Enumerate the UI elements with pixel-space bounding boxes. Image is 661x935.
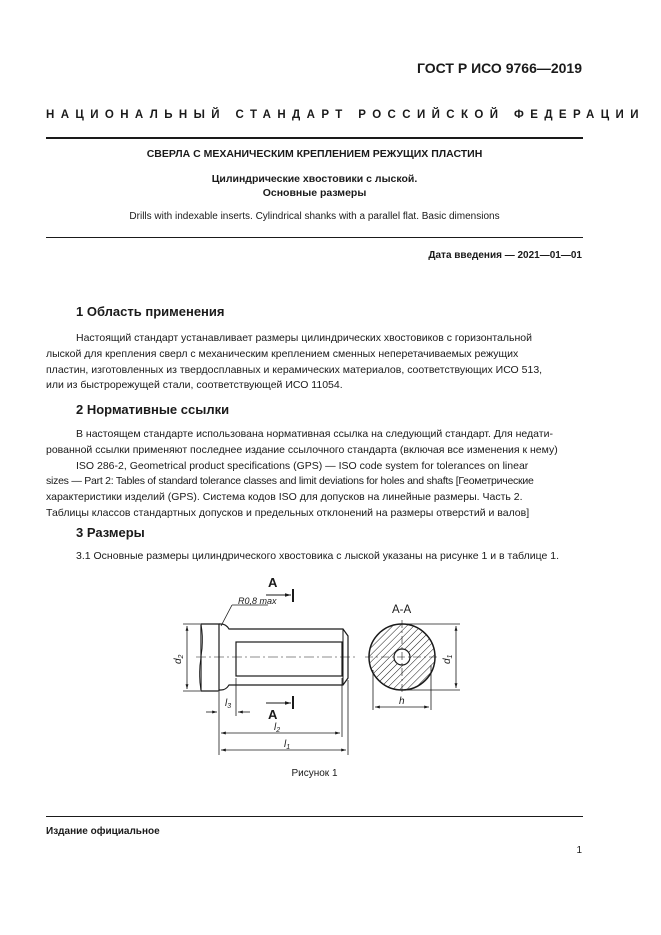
section-a-a-view: [365, 620, 440, 694]
dimension-h-label: h: [399, 696, 405, 707]
document-subtitle-line-2: Основные размеры: [262, 187, 367, 199]
page-number: 1: [576, 845, 582, 856]
section-label-bottom: A: [268, 707, 278, 722]
introduction-date: Дата введения — 2021—01—01: [428, 250, 582, 261]
dimension-d2-label: $d_2$: [173, 654, 185, 664]
paragraph-line: лыской для крепления сверл с механическим креплением сменных неперетачиваемых режущих: [46, 347, 519, 360]
dimension-l2-label: $l_2$: [274, 722, 281, 734]
paragraph-line: sizes — Part 2: Tables of standard tolerance classes and limit deviations for holes and shafts [Геометрические: [46, 475, 534, 488]
dimension-l3-label: $l_3$: [225, 698, 232, 710]
dimension-l1-label: $l_1$: [284, 739, 291, 751]
section-1-heading: 1 Область применения: [76, 304, 225, 319]
official-edition-note: Издание официальное: [46, 826, 160, 837]
section-label-top: A: [268, 575, 278, 590]
document-title: СВЕРЛА С МЕХАНИЧЕСКИМ КРЕПЛЕНИЕМ РЕЖУЩИХ ПЛАСТИН: [146, 148, 483, 160]
figure-caption: Рисунок 1: [291, 768, 338, 779]
national-standard-banner: НАЦИОНАЛЬНЫЙ СТАНДАРТ РОССИЙСКОЙ ФЕДЕРАЦИИ: [46, 109, 645, 121]
section-view-title: A-A: [392, 604, 412, 616]
section-cut-marks: [266, 589, 293, 709]
paragraph-line: Таблицы классов стандартных допусков и предельных отклонений на размеры отверстий и валов]: [46, 506, 530, 519]
section-3-heading: 3 Размеры: [76, 525, 145, 540]
paragraph-line: рованной ссылки применяют последнее издание ссылочного стандарта (включая все изменения к нему): [46, 443, 558, 456]
standard-number: ГОСТ Р ИСО 9766—2019: [417, 60, 582, 76]
shank-side-view: [196, 624, 356, 691]
section-3-paragraph: 3.1 Основные размеры цилиндрического хвостовика с лыской указаны на рисунке 1 и в таблице 1.: [76, 550, 559, 562]
radius-label: R0,8 max: [238, 596, 277, 606]
english-title: Drills with indexable inserts. Cylindrical shanks with a parallel flat. Basic dimensions: [129, 211, 500, 222]
section-2-heading: 2 Нормативные ссылки: [76, 402, 230, 417]
paragraph-line: пластин, изготовленных из твердосплавных и керамических материалов, соответствующих ИСО 513,: [46, 363, 543, 376]
paragraph-line: ISO 286-2, Geometrical product specifications (GPS) — ISO code system for tolerances on linear: [76, 459, 529, 472]
paragraph-line: или из быстрорежущей стали, соответствующей ИСО 11054.: [46, 379, 343, 392]
dimension-d1-label: $d_1$: [442, 654, 454, 664]
document-subtitle-line-1: Цилиндрические хвостовики с лыской.: [211, 173, 418, 185]
footer-divider: [46, 816, 583, 817]
paragraph-line: Настоящий стандарт устанавливает размеры цилиндрических хвостовиков с горизонтальной: [76, 332, 532, 344]
paragraph-line: характеристики изделий (GPS). Система кодов ISO для допусков на линейные размеры. Часть 2.: [46, 491, 523, 504]
paragraph-line: В настоящем стандарте использована нормативная ссылка на следующий стандарт. Для недати-: [76, 428, 553, 440]
